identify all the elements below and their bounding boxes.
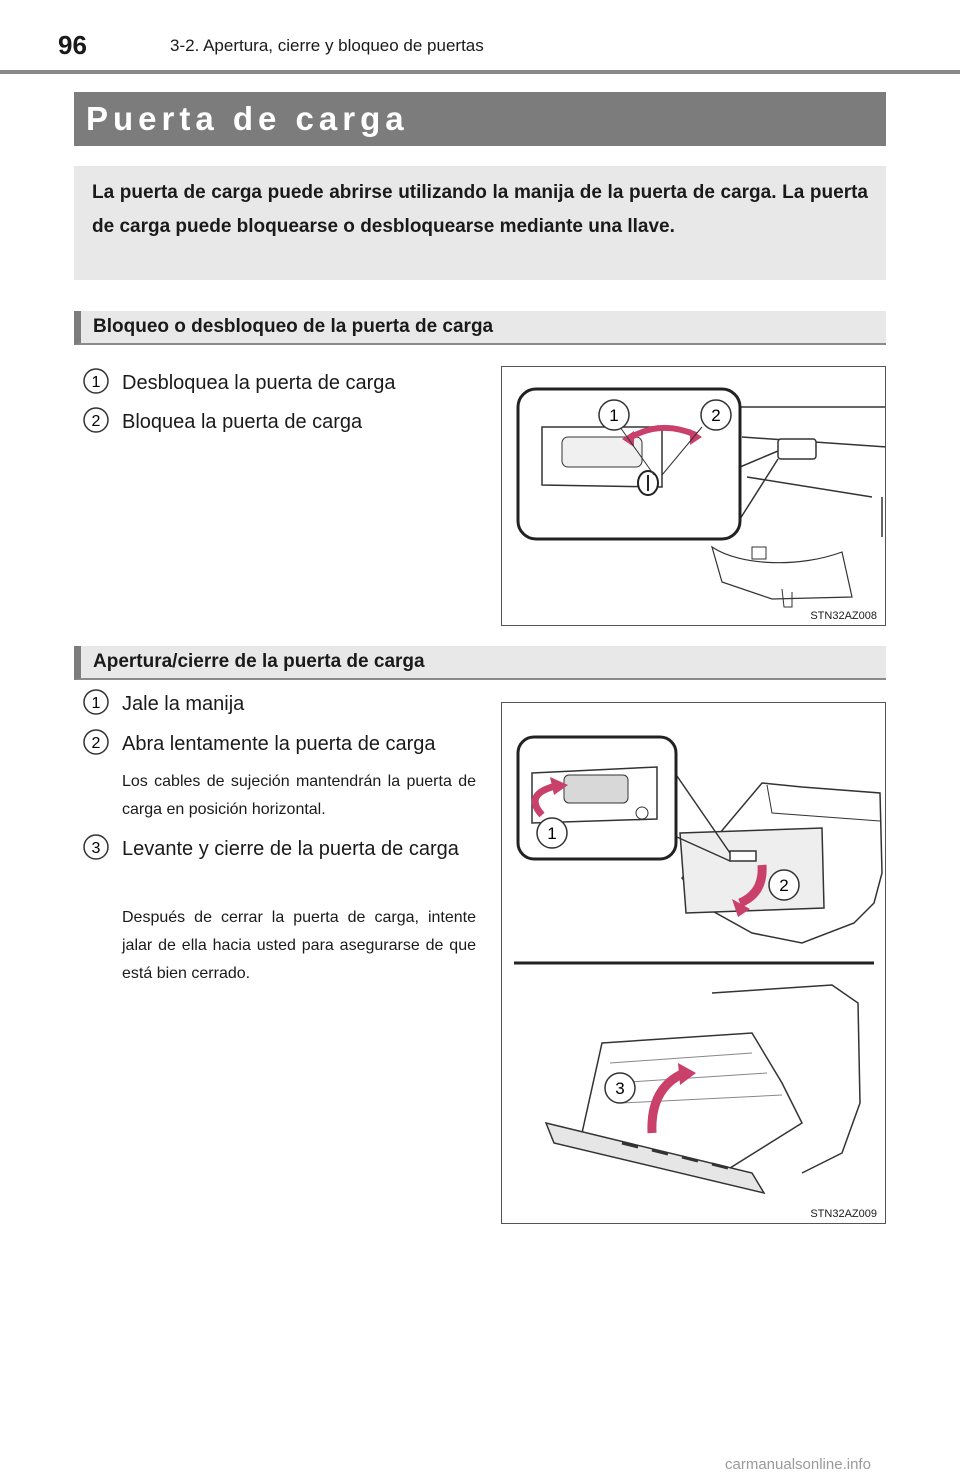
svg-text:3: 3 bbox=[615, 1079, 625, 1098]
step-number-1-icon bbox=[82, 688, 110, 716]
step-text: Jale la manija bbox=[122, 693, 245, 715]
svg-text:2: 2 bbox=[91, 413, 101, 430]
step-note: Los cables de sujeción mantendrán la puerta de carga en posición horizontal. bbox=[122, 773, 476, 818]
svg-text:1: 1 bbox=[547, 824, 557, 843]
tailgate-handle-icon bbox=[564, 775, 628, 803]
intro-box bbox=[74, 166, 886, 280]
svg-text:1: 1 bbox=[609, 406, 619, 425]
svg-text:1: 1 bbox=[91, 374, 101, 391]
svg-text:1: 1 bbox=[91, 695, 101, 712]
step-note: Después de cerrar la puerta de carga, intente jalar de ella hacia usted para asegurarse de que está bien cerrado. bbox=[122, 909, 476, 982]
watermark: carmanualsonline.info bbox=[725, 1456, 871, 1473]
svg-text:2: 2 bbox=[779, 876, 789, 895]
step-text: Levante y cierre de la puerta de carga bbox=[122, 838, 459, 860]
section-heading-text: Apertura/cierre de la puerta de carga bbox=[93, 651, 425, 672]
svg-text:2: 2 bbox=[91, 735, 101, 752]
figure-code: STN32AZ009 bbox=[810, 1208, 877, 1220]
page-title-bar bbox=[74, 92, 886, 146]
tailgate-open-close-illustration bbox=[502, 703, 886, 1224]
section-heading-text: Bloqueo o desbloqueo de la puerta de carga bbox=[93, 316, 494, 337]
keyhole-location-icon bbox=[778, 439, 816, 459]
section-heading-lock bbox=[74, 311, 886, 345]
header-divider bbox=[0, 70, 960, 74]
step-number-2-icon bbox=[82, 728, 110, 756]
svg-text:3: 3 bbox=[91, 840, 101, 857]
step-text: Bloquea la puerta de carga bbox=[122, 411, 363, 433]
step-text: Desbloquea la puerta de carga bbox=[122, 372, 396, 394]
section-heading-open-close bbox=[74, 646, 886, 680]
figure-tailgate-open-close bbox=[501, 702, 886, 1224]
tailgate-lock-illustration bbox=[502, 367, 886, 626]
breadcrumb: 3-2. Apertura, cierre y bloqueo de puertas bbox=[170, 36, 484, 55]
page-number: 96 bbox=[58, 30, 87, 60]
page-title: Puerta de carga bbox=[86, 100, 409, 137]
intro-text: La puerta de carga puede abrirse utilizando la manija de la puerta de carga. La puerta de carga puede bloquearse o desbloquearse mediante una llave. bbox=[92, 182, 868, 237]
step-number-2-icon bbox=[82, 406, 110, 434]
step-number-3-icon bbox=[82, 833, 110, 861]
svg-text:2: 2 bbox=[711, 406, 721, 425]
figure-code: STN32AZ008 bbox=[810, 610, 877, 622]
step-text: Abra lentamente la puerta de carga bbox=[122, 733, 436, 755]
step-number-1-icon bbox=[82, 367, 110, 395]
figure-tailgate-lock bbox=[501, 366, 886, 626]
